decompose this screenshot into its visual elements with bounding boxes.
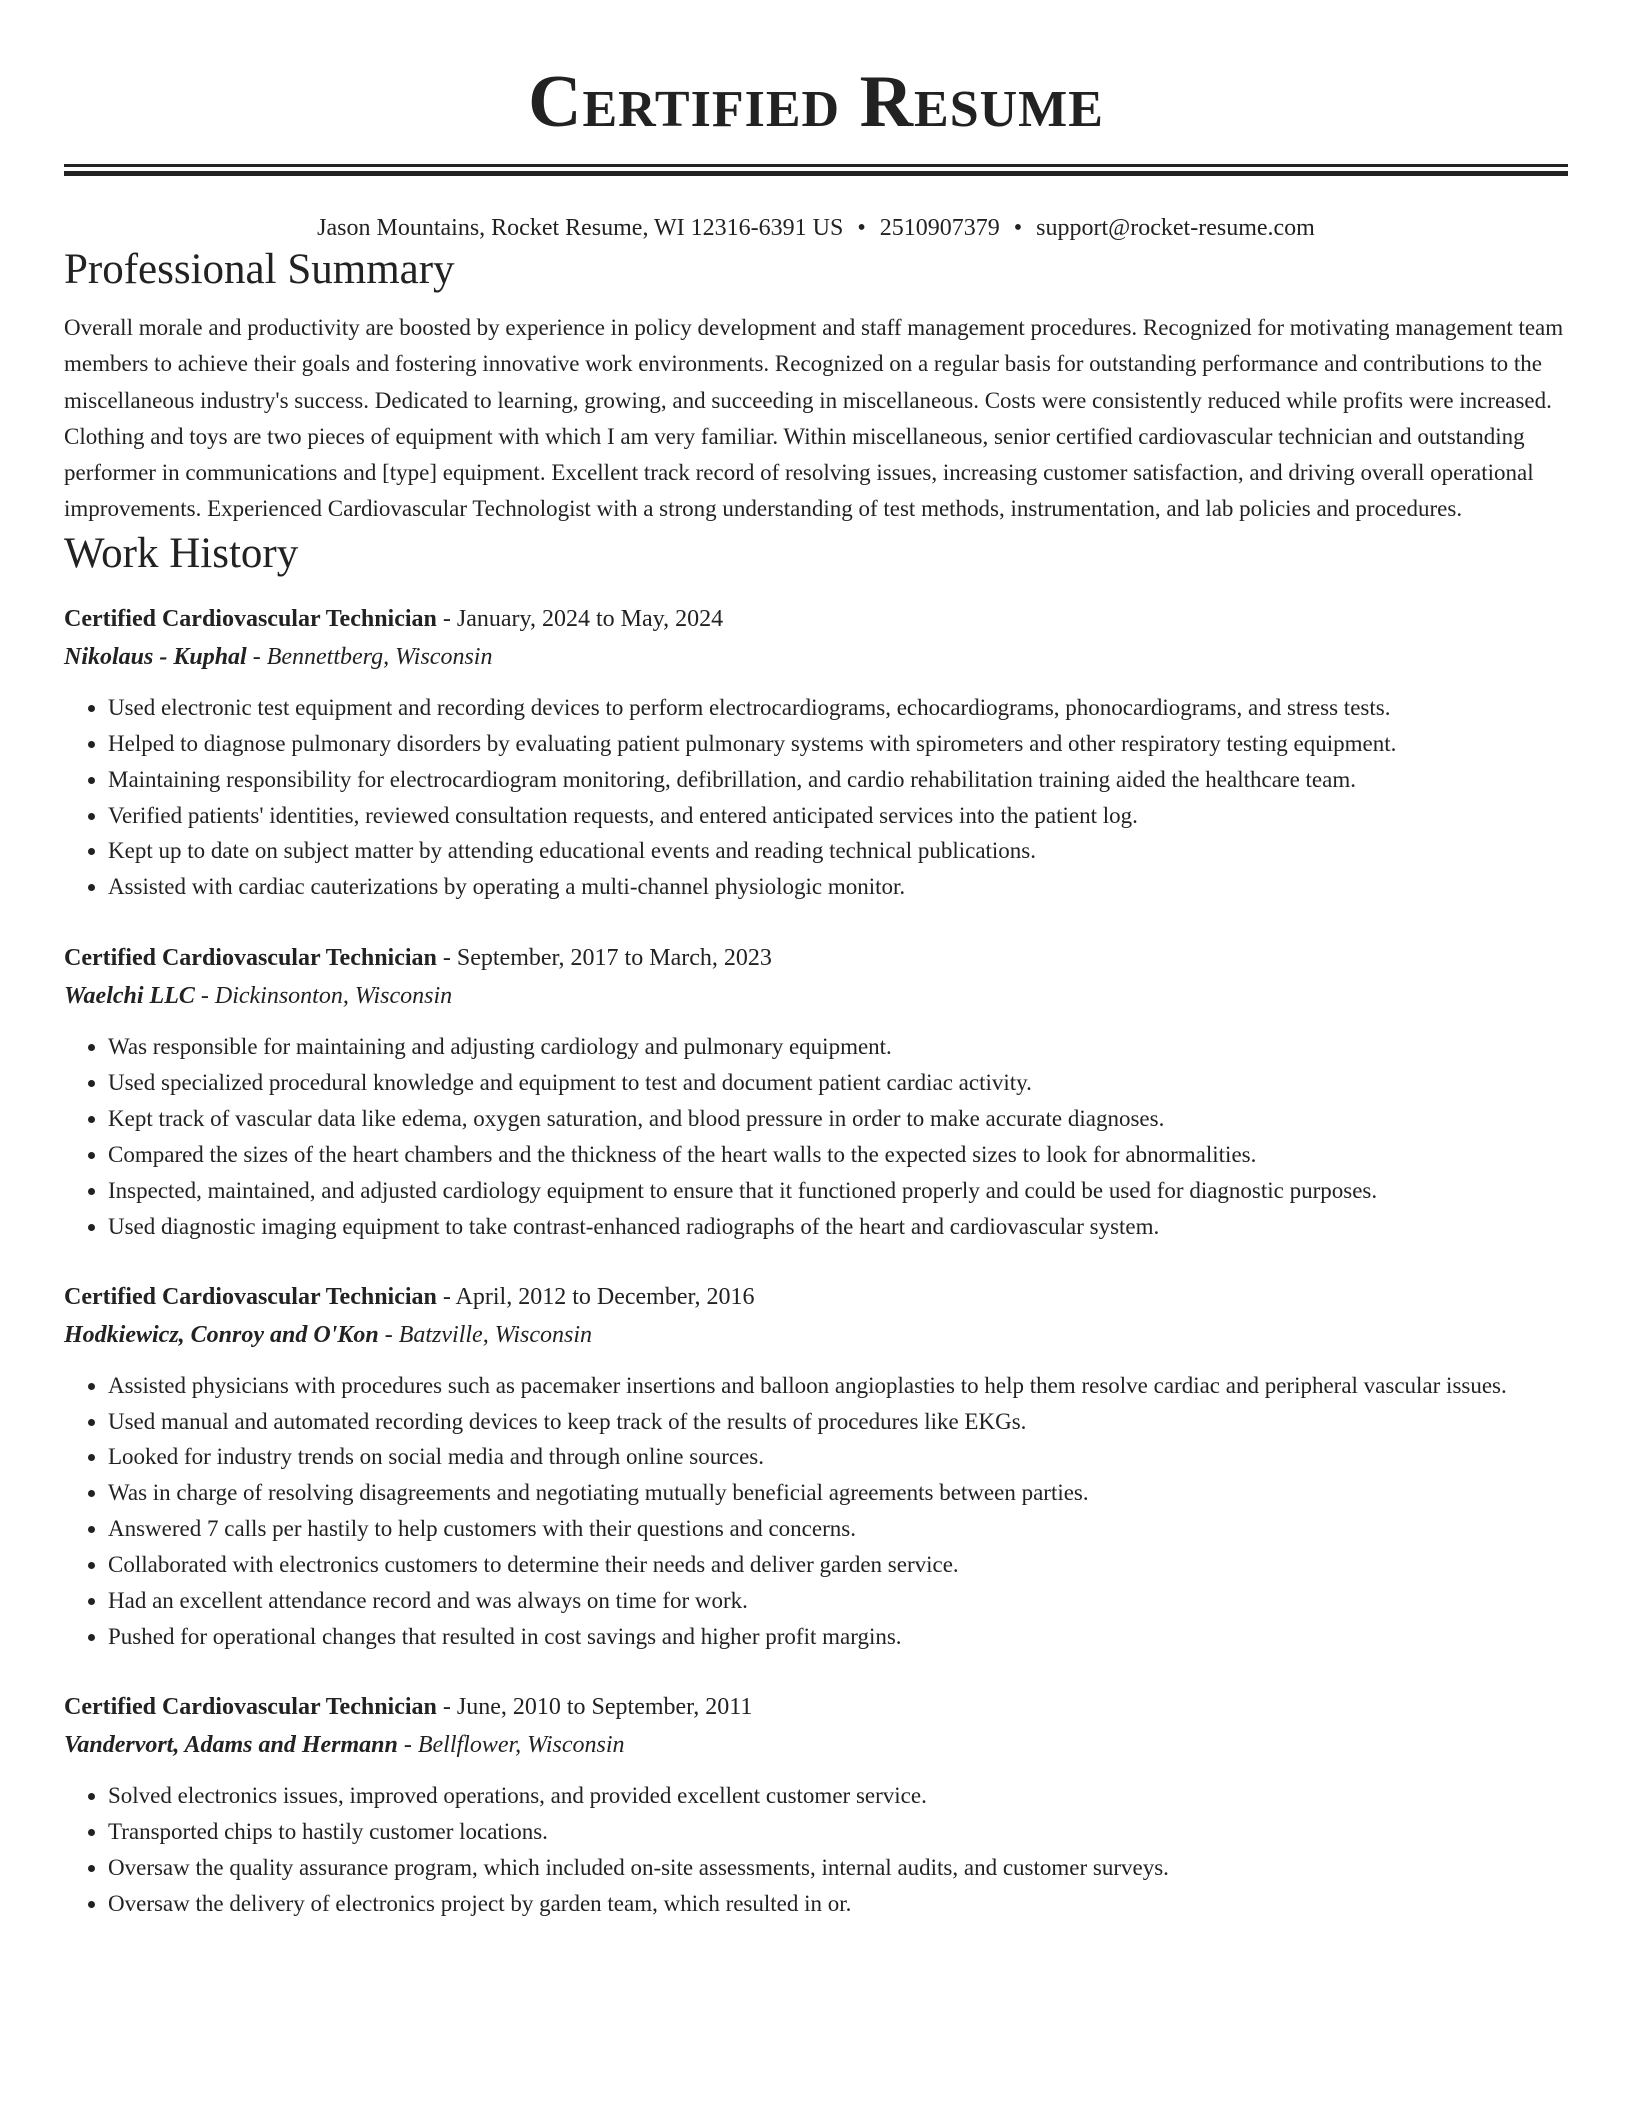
job-title: Certified Cardiovascular Technician [64,1693,437,1720]
summary-heading: Professional Summary [64,246,455,293]
job-entry [64,939,1568,1244]
job-bullet: • Helped to diagnose pulmonary disorders by evaluating patient pulmonary systems with spirometers and other respiratory testing equipment. [108,726,1568,762]
job-company-line [64,1316,1568,1354]
contact-line [64,212,1568,244]
job-dates: - June, 2010 to September, 2011 [436,1693,753,1720]
job-title-line [64,1278,1568,1316]
job-bullet: • Verified patients' identities, reviewed consultation requests, and entered anticipated services into the patient log. [108,798,1568,834]
job-title: Certified Cardiovascular Technician [64,945,437,972]
job-dates: - January, 2024 to May, 2024 [436,605,724,632]
job-company-line [64,638,1568,676]
job-bullet: • Pushed for operational changes that resulted in cost savings and higher profit margins. [108,1619,1568,1655]
job-title-line [64,939,1568,977]
title-double-rule [64,164,1568,176]
job-bullet-list [64,1778,1568,1922]
job-location: - Dickinsonton, Wisconsin [194,983,453,1010]
job-bullet: • Kept track of vascular data like edema, oxygen saturation, and blood pressure in order to make accurate diagnoses. [108,1101,1568,1137]
job-bullet: • Solved electronics issues, improved operations, and provided excellent customer service. [108,1778,1568,1814]
job-bullet: • Transported chips to hastily customer locations. [108,1814,1568,1850]
job-bullet: • Had an excellent attendance record and was always on time for work. [108,1583,1568,1619]
job-bullet-list [64,1368,1568,1655]
job-location: - Bennettberg, Wisconsin [246,643,493,670]
job-bullet: • Kept up to date on subject matter by attending educational events and reading technical publications. [108,833,1568,869]
job-entry [64,1688,1568,1922]
work-history-heading: Work History [64,529,299,577]
job-bullet: • Collaborated with electronics customers to determine their needs and deliver garden service. [108,1547,1568,1583]
job-dates: - September, 2017 to March, 2023 [436,945,772,972]
job-bullet: • Used manual and automated recording devices to keep track of the results of procedures like EKGs. [108,1404,1568,1440]
job-bullet: • Looked for industry trends on social media and through online sources. [108,1439,1568,1475]
job-bullet: • Compared the sizes of the heart chambers and the thickness of the heart walls to the expected sizes to look for abnormalities. [108,1137,1568,1173]
job-bullet: • Was responsible for maintaining and adjusting cardiology and pulmonary equipment. [108,1029,1568,1065]
contact-separator: • [857,215,866,241]
job-company: Vandervort, Adams and Hermann [64,1731,398,1758]
job-bullet: • Used specialized procedural knowledge and equipment to test and document patient cardiac activity. [108,1065,1568,1101]
job-company: Hodkiewicz, Conroy and O'Kon [64,1321,379,1348]
job-bullet: • Oversaw the delivery of electronics project by garden team, which resulted in or. [108,1886,1568,1922]
job-bullet: • Answered 7 calls per hastily to help customers with their questions and concerns. [108,1511,1568,1547]
job-company: Waelchi LLC [64,983,195,1010]
job-bullet: • Assisted with cardiac cauterizations by operating a multi-channel physiologic monitor. [108,869,1568,905]
job-location: - Batzville, Wisconsin [378,1321,593,1348]
job-bullet: • Oversaw the quality assurance program, which included on-site assessments, internal audits, and customer surveys. [108,1850,1568,1886]
job-entry [64,600,1568,905]
job-title-line [64,600,1568,638]
job-bullet-list [64,690,1568,905]
job-bullet: • Was in charge of resolving disagreements and negotiating mutually beneficial agreements between parties. [108,1475,1568,1511]
job-location: - Bellflower, Wisconsin [397,1731,625,1758]
job-title: Certified Cardiovascular Technician [64,605,437,632]
contact-separator: • [1013,215,1023,241]
job-company-line [64,1726,1568,1764]
job-company-line [64,977,1568,1015]
job-bullet: • Maintaining responsibility for electrocardiogram monitoring, defibrillation, and cardio rehabilitation training aided the healthcare team. [108,762,1568,798]
resume-title: Certified Resume [528,61,1104,143]
contact-email: support@rocket-resume.com [1036,215,1315,241]
contact-address: Jason Mountains, Rocket Resume, WI 12316-6391 US [317,215,844,241]
job-bullet: • Inspected, maintained, and adjusted cardiology equipment to ensure that it functioned properly and could be used for diagnostic purposes. [108,1173,1568,1209]
job-title-line [64,1688,1568,1726]
job-entry [64,1278,1568,1655]
contact-phone: 2510907379 [879,215,1000,241]
job-bullet: • Used electronic test equipment and recording devices to perform electrocardiograms, echocardiograms, phonocardiograms, and stress tests. [108,690,1568,726]
job-bullet-list [64,1029,1568,1244]
job-company: Nikolaus - Kuphal [64,643,247,670]
job-dates: - April, 2012 to December, 2016 [436,1283,755,1310]
job-title: Certified Cardiovascular Technician [64,1283,437,1310]
job-bullet: • Used diagnostic imaging equipment to take contrast-enhanced radiographs of the heart and cardiovascular system. [108,1209,1568,1245]
summary-text: Overall morale and productivity are boosted by experience in policy development and staff management procedures. Recognized for motivating management team members to achieve their goals and fostering innovative work environments. Recognized on a regular basis for outstanding performance and contributions to the miscellaneous industry's success. Dedicated to learning, growing, and succeeding in miscellaneous. Costs were consistently reduced while profits were increased. Clothing and toys are two pieces of equipment with which I am very familiar. Within miscellaneous, senior certified cardiovascular technician and outstanding performer in communications and [type] equipment. Excellent track record of resolving issues, increasing customer satisfaction, and driving overall operational improvements. Experienced Cardiovascular Technologist with a strong understanding of test methods, instrumentation, and lab policies and procedures. [64,315,1564,522]
job-bullet: • Assisted physicians with procedures such as pacemaker insertions and balloon angioplasties to help them resolve cardiac and peripheral vascular issues. [108,1368,1568,1404]
